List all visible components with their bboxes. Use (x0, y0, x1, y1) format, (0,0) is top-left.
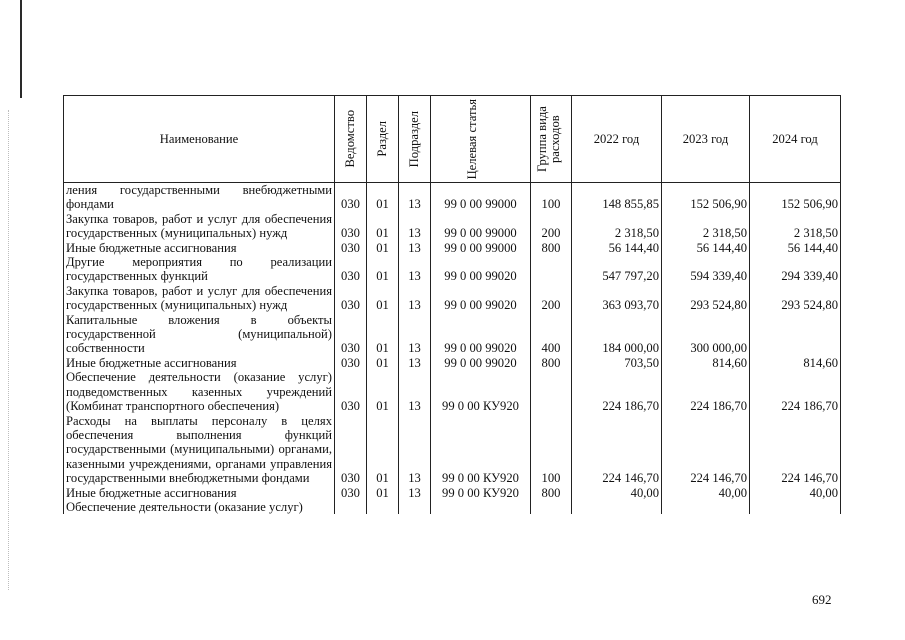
cell-2023: 814,60 (662, 356, 750, 370)
cell-2023: 56 144,40 (662, 241, 750, 255)
cell-vedomstvo: 030 (335, 241, 367, 255)
header-2023: 2023 год (662, 96, 750, 183)
row-name: ления государственными внебюджетными фондами (64, 183, 335, 212)
header-2022: 2022 год (572, 96, 662, 183)
cell-2022: 224 186,70 (572, 370, 662, 413)
cell-gruppa: 800 (531, 241, 572, 255)
row-name: Иные бюджетные ассигнования (64, 486, 335, 500)
table-row (64, 486, 841, 500)
cell-celevaya-statya: 99 0 00 КУ920 (431, 414, 531, 486)
header-podrazdel: Подраздел (399, 96, 431, 183)
header-razdel: Раздел (367, 96, 399, 183)
cell-2024: 293 524,80 (750, 284, 841, 313)
cell-podrazdel: 13 (399, 313, 431, 356)
row-name: Иные бюджетные ассигнования (64, 241, 335, 255)
left-margin-rule (20, 0, 22, 98)
cell-celevaya-statya (431, 500, 531, 514)
cell-celevaya-statya: 99 0 00 99020 (431, 255, 531, 284)
cell-2022: 40,00 (572, 486, 662, 500)
cell-celevaya-statya: 99 0 00 99020 (431, 284, 531, 313)
cell-gruppa: 100 (531, 414, 572, 486)
cell-podrazdel: 13 (399, 356, 431, 370)
page-number: 692 (812, 592, 832, 607)
cell-celevaya-statya: 99 0 00 99000 (431, 183, 531, 212)
cell-2023 (662, 500, 750, 514)
cell-gruppa: 100 (531, 183, 572, 212)
cell-2023: 293 524,80 (662, 284, 750, 313)
row-name: Обеспечение деятельности (оказание услуг) (64, 500, 335, 514)
cell-celevaya-statya: 99 0 00 99000 (431, 212, 531, 241)
row-name: Капитальные вложения в объекты государственной (муниципальной) собственности (64, 313, 335, 356)
cell-vedomstvo (335, 500, 367, 514)
cell-podrazdel: 13 (399, 183, 431, 212)
cell-2022: 56 144,40 (572, 241, 662, 255)
cell-2024: 814,60 (750, 356, 841, 370)
row-name: Закупка товаров, работ и услуг для обеспечения государственных (муниципальных) нужд (64, 284, 335, 313)
cell-podrazdel (399, 500, 431, 514)
cell-razdel (367, 500, 399, 514)
cell-razdel: 01 (367, 486, 399, 500)
table-row (64, 500, 841, 514)
cell-gruppa: 800 (531, 486, 572, 500)
cell-gruppa (531, 255, 572, 284)
cell-vedomstvo: 030 (335, 370, 367, 413)
cell-razdel: 01 (367, 313, 399, 356)
cell-2024 (750, 313, 841, 356)
table-row (64, 255, 841, 284)
header-vedomstvo: Ведомство (335, 96, 367, 183)
row-name: Закупка товаров, работ и услуг для обеспечения государственных (муниципальных) нужд (64, 212, 335, 241)
table-row (64, 414, 841, 486)
cell-vedomstvo: 030 (335, 414, 367, 486)
cell-2024: 294 339,40 (750, 255, 841, 284)
cell-razdel: 01 (367, 183, 399, 212)
cell-podrazdel: 13 (399, 241, 431, 255)
cell-2022: 547 797,20 (572, 255, 662, 284)
table-row (64, 313, 841, 356)
cell-2022: 363 093,70 (572, 284, 662, 313)
cell-podrazdel: 13 (399, 370, 431, 413)
cell-2023: 152 506,90 (662, 183, 750, 212)
table-row (64, 370, 841, 413)
cell-2023: 40,00 (662, 486, 750, 500)
cell-2024: 152 506,90 (750, 183, 841, 212)
cell-2022 (572, 500, 662, 514)
header-gruppa-vida-rashodov: Группа вида расходов (531, 96, 572, 183)
cell-2022: 184 000,00 (572, 313, 662, 356)
cell-2023: 300 000,00 (662, 313, 750, 356)
cell-vedomstvo: 030 (335, 486, 367, 500)
table-row (64, 356, 841, 370)
cell-2024: 40,00 (750, 486, 841, 500)
cell-podrazdel: 13 (399, 284, 431, 313)
cell-2023: 2 318,50 (662, 212, 750, 241)
cell-gruppa (531, 500, 572, 514)
cell-razdel: 01 (367, 414, 399, 486)
cell-gruppa: 800 (531, 356, 572, 370)
cell-2024 (750, 500, 841, 514)
cell-celevaya-statya: 99 0 00 КУ920 (431, 486, 531, 500)
cell-2022: 148 855,85 (572, 183, 662, 212)
cell-razdel: 01 (367, 370, 399, 413)
row-name: Обеспечение деятельности (оказание услуг) подведомственных казенных учреждений (Комбинат транспортного обеспечения) (64, 370, 335, 413)
cell-razdel: 01 (367, 212, 399, 241)
cell-2024: 56 144,40 (750, 241, 841, 255)
cell-2023: 594 339,40 (662, 255, 750, 284)
cell-celevaya-statya: 99 0 00 99000 (431, 241, 531, 255)
cell-podrazdel: 13 (399, 414, 431, 486)
table-row (64, 183, 841, 212)
cell-gruppa: 200 (531, 284, 572, 313)
cell-vedomstvo: 030 (335, 183, 367, 212)
cell-vedomstvo: 030 (335, 284, 367, 313)
cell-vedomstvo: 030 (335, 356, 367, 370)
cell-vedomstvo: 030 (335, 212, 367, 241)
cell-podrazdel: 13 (399, 255, 431, 284)
cell-vedomstvo: 030 (335, 313, 367, 356)
cell-podrazdel: 13 (399, 212, 431, 241)
cell-razdel: 01 (367, 241, 399, 255)
cell-2022: 703,50 (572, 356, 662, 370)
cell-vedomstvo: 030 (335, 255, 367, 284)
header-name: Наименование (64, 96, 335, 183)
budget-table (63, 95, 841, 514)
cell-podrazdel: 13 (399, 486, 431, 500)
cell-celevaya-statya: 99 0 00 КУ920 (431, 370, 531, 413)
cell-celevaya-statya: 99 0 00 99020 (431, 356, 531, 370)
cell-razdel: 01 (367, 255, 399, 284)
cell-2022: 2 318,50 (572, 212, 662, 241)
table-row (64, 241, 841, 255)
table-row (64, 212, 841, 241)
table-header-row (64, 96, 841, 183)
cell-gruppa: 200 (531, 212, 572, 241)
scan-artifact-dots (8, 110, 10, 590)
cell-celevaya-statya: 99 0 00 99020 (431, 313, 531, 356)
header-2024: 2024 год (750, 96, 841, 183)
cell-gruppa: 400 (531, 313, 572, 356)
table-row (64, 284, 841, 313)
cell-2024: 224 146,70 (750, 414, 841, 486)
cell-2023: 224 186,70 (662, 370, 750, 413)
row-name: Иные бюджетные ассигнования (64, 356, 335, 370)
row-name: Другие мероприятия по реализации государственных функций (64, 255, 335, 284)
cell-2023: 224 146,70 (662, 414, 750, 486)
header-celevaya-statya: Целевая статья (431, 96, 531, 183)
cell-2024: 2 318,50 (750, 212, 841, 241)
cell-razdel: 01 (367, 356, 399, 370)
cell-gruppa (531, 370, 572, 413)
cell-2022: 224 146,70 (572, 414, 662, 486)
cell-razdel: 01 (367, 284, 399, 313)
row-name: Расходы на выплаты персоналу в целях обеспечения выполнения функций государственными (муниципальными) органами, казенными учреждениями, органами управления государственными внебюджетными фондами (64, 414, 335, 486)
cell-2024: 224 186,70 (750, 370, 841, 413)
